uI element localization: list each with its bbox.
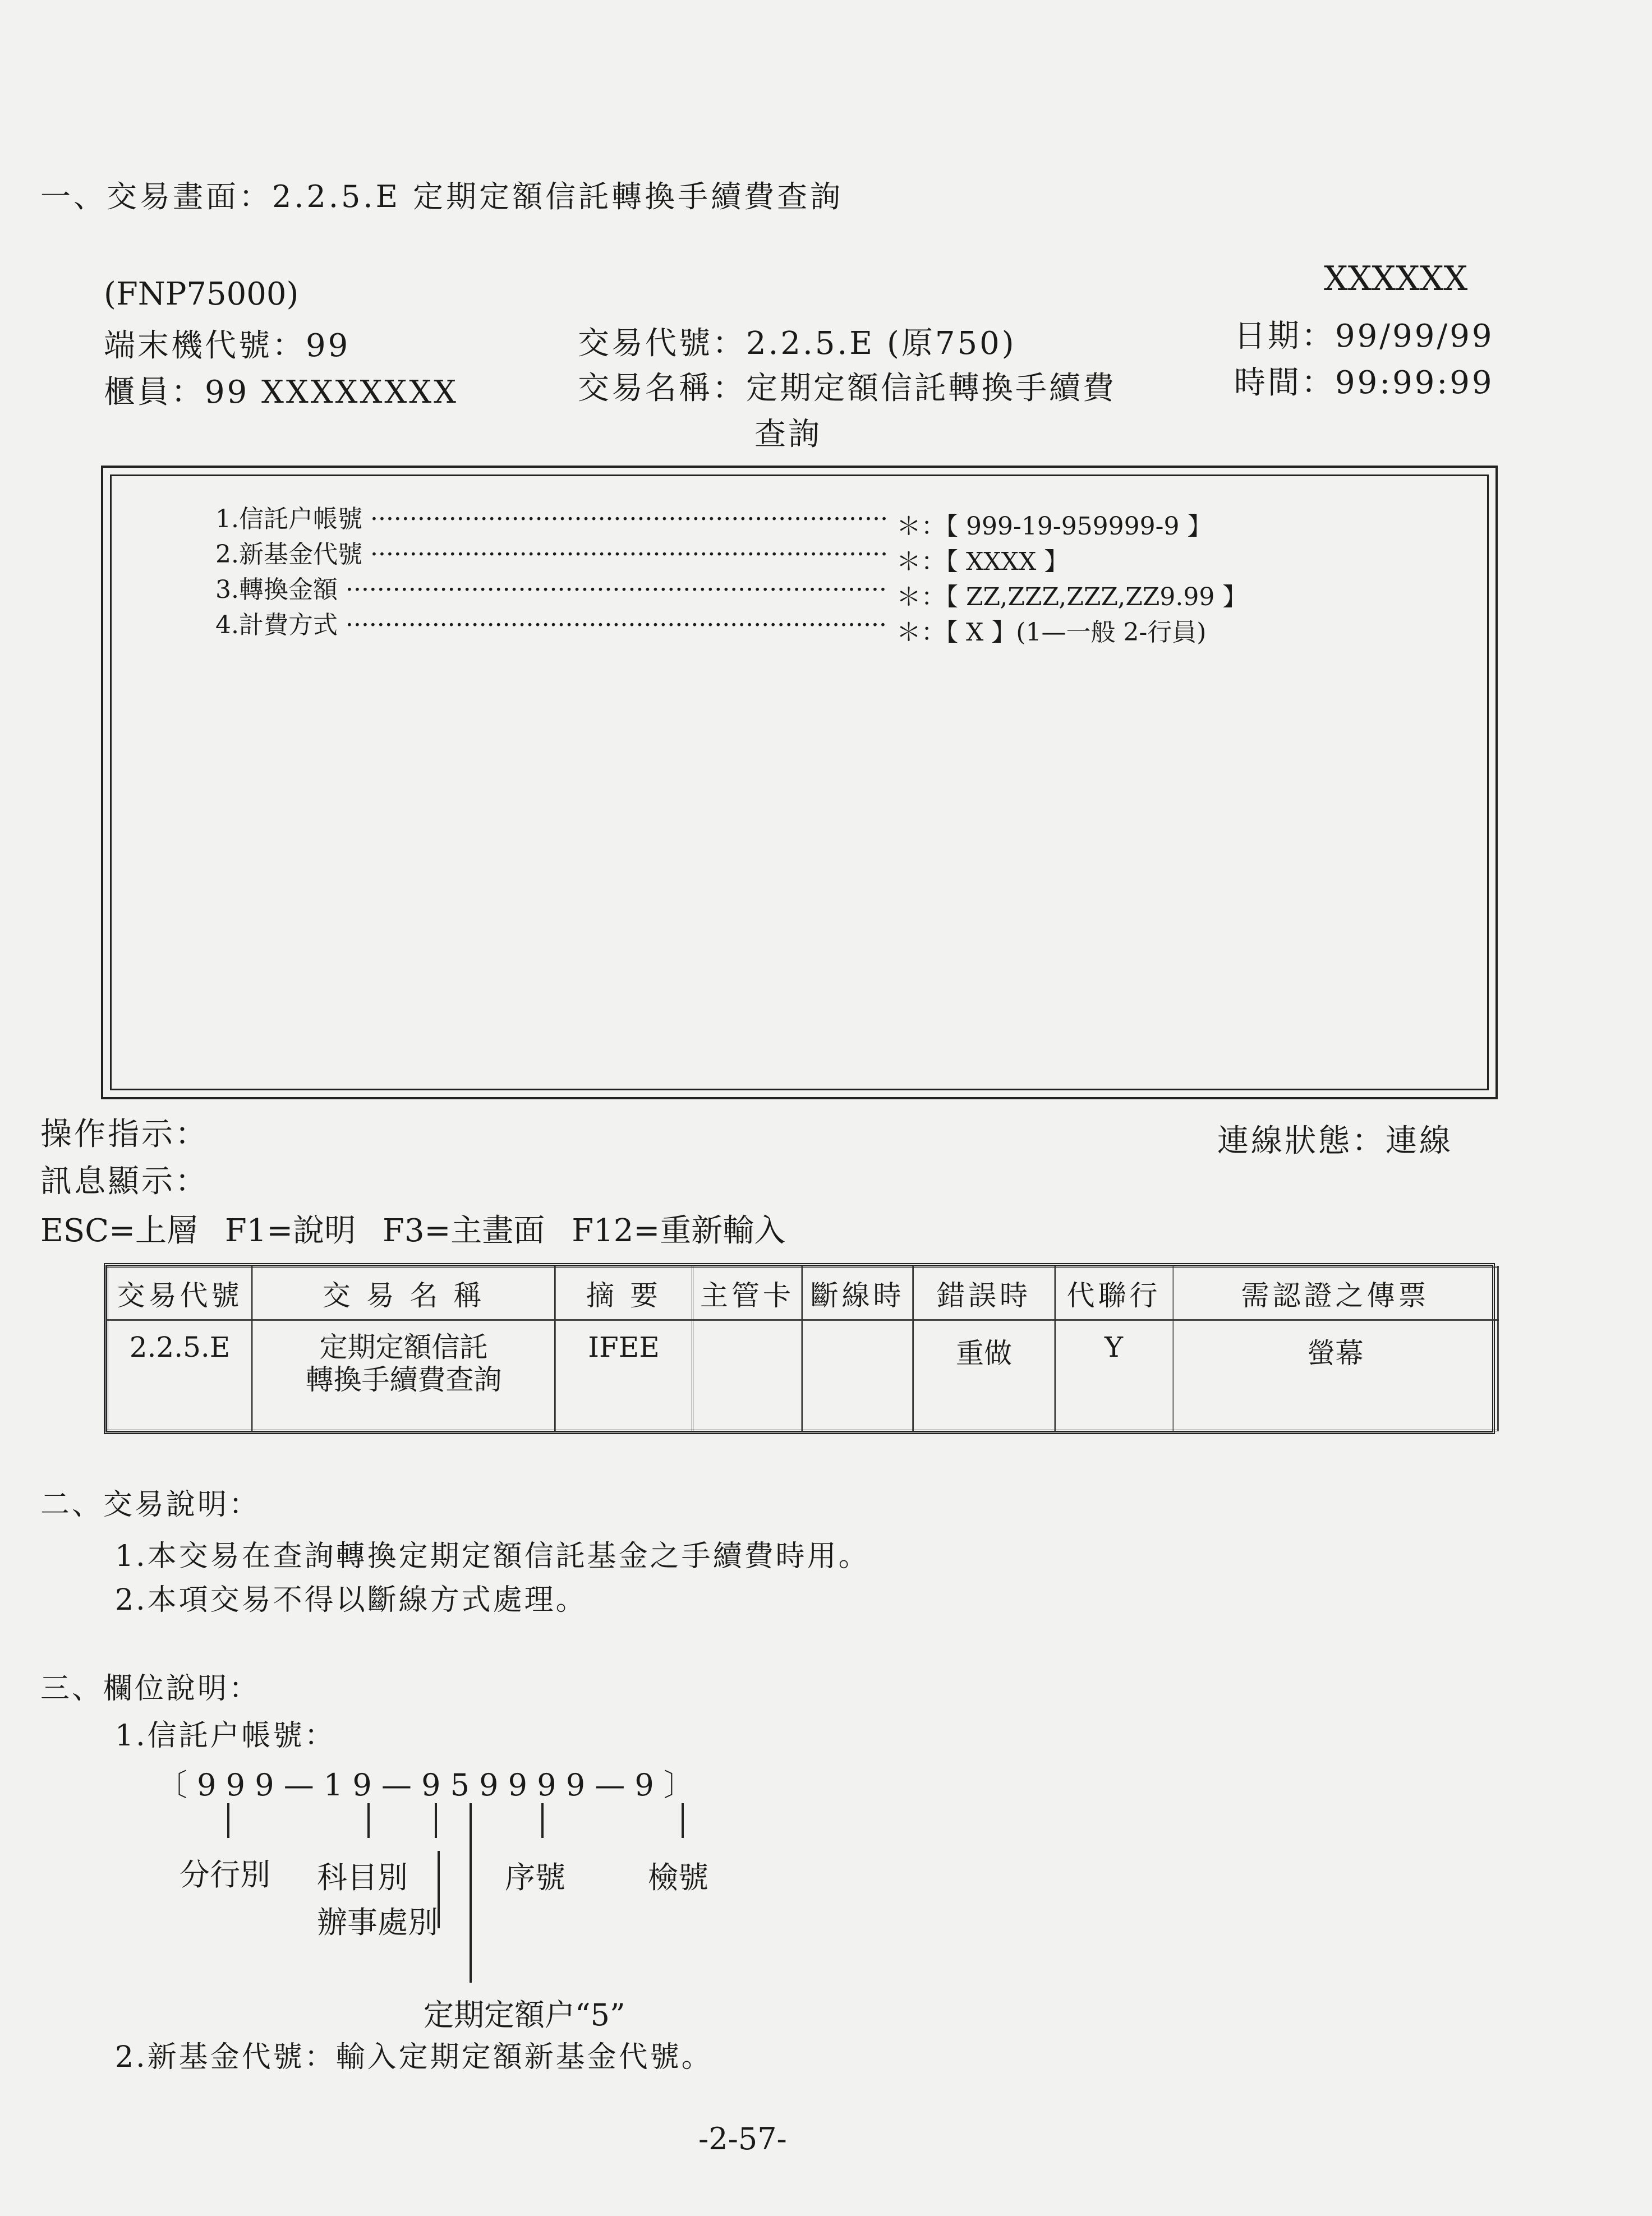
field-fee-method-label: 4.計費方式 ····· bbox=[215, 605, 889, 641]
connector-fixed bbox=[470, 1803, 472, 1983]
connector-serial bbox=[541, 1803, 544, 1838]
cell-offline bbox=[802, 1320, 913, 1431]
part-fixed: 定期定額户“5” bbox=[424, 1997, 625, 2033]
field-account-label: 1.信託户帳號 ····· bbox=[215, 499, 889, 535]
col-header-summary: 摘 要 bbox=[555, 1267, 693, 1320]
table-row bbox=[108, 1320, 1498, 1431]
cell-supervisor-card bbox=[693, 1320, 802, 1431]
screen-id: (FNP75000) bbox=[104, 276, 299, 312]
transaction-table bbox=[104, 1263, 1495, 1434]
cell-tx-name: 定期定額信託 轉換手續費查詢 bbox=[252, 1320, 555, 1431]
section3-item-1: 1.信託户帳號： bbox=[115, 1719, 336, 1753]
screen-frame bbox=[101, 466, 1498, 1099]
cell-agent-bank: Y bbox=[1055, 1320, 1173, 1431]
field-account-input[interactable]: ＊：【 999-19-959999-9 】 bbox=[896, 512, 1212, 541]
part-serial: 序號 bbox=[505, 1860, 565, 1895]
cell-voucher: 螢幕 bbox=[1173, 1320, 1498, 1431]
col-header-tx-name: 交 易 名 稱 bbox=[252, 1267, 555, 1320]
field-fund-code-input[interactable]: ＊：【 XXXX 】 bbox=[896, 547, 1069, 576]
section2-item-1: 1.本交易在查詢轉換定期定額信託基金之手續費時用。 bbox=[115, 1540, 870, 1573]
function-keys: ESC=上層 F1=說明 F3=主畫面 F12=重新輸入 bbox=[40, 1213, 786, 1249]
operation-hint: 操作指示： bbox=[40, 1116, 209, 1153]
connector-office bbox=[435, 1803, 437, 1838]
cell-tx-code: 2.2.5.E bbox=[108, 1320, 252, 1431]
field-amount-input[interactable]: ＊：【 ZZ,ZZZ,ZZZ,ZZ9.99 】 bbox=[896, 583, 1248, 611]
col-header-on-error: 錯誤時 bbox=[913, 1267, 1055, 1320]
table-header-row bbox=[108, 1267, 1498, 1320]
connector-branch bbox=[227, 1803, 229, 1838]
date-field: 日期：99/99/99 bbox=[1234, 318, 1494, 354]
col-header-agent-bank: 代聯行 bbox=[1055, 1267, 1173, 1320]
cell-on-error: 重做 bbox=[913, 1320, 1055, 1431]
col-header-tx-code: 交易代號 bbox=[108, 1267, 252, 1320]
part-branch: 分行別 bbox=[180, 1857, 270, 1892]
part-subject: 科目別 bbox=[317, 1860, 408, 1895]
section2-title: 二、交易說明： bbox=[40, 1488, 261, 1522]
col-header-offline: 斷線時 bbox=[802, 1267, 913, 1320]
cell-summary: IFEE bbox=[555, 1320, 693, 1431]
field-fund-code-label: 2.新基金代號 ····· bbox=[215, 534, 889, 570]
section3-item-2: 2.新基金代號：輸入定期定額新基金代號。 bbox=[115, 2040, 713, 2074]
time-field: 時間：99:99:99 bbox=[1234, 365, 1494, 401]
tx-name-line2: 查詢 bbox=[754, 416, 822, 453]
section3-title: 三、欄位說明： bbox=[40, 1672, 261, 1706]
account-format: 〔 9 9 9 — 1 9 — 9 5 9 9 9 9 — 9 〕 bbox=[157, 1767, 694, 1803]
col-header-supervisor-card: 主管卡 bbox=[693, 1267, 802, 1320]
section1-title: 一、交易畫面：2.2.5.E 定期定額信託轉換手續費查詢 bbox=[40, 179, 844, 214]
terminal-id: 端末機代號：99 bbox=[104, 328, 351, 364]
field-fee-method bbox=[215, 605, 1206, 648]
tx-name-line1: 交易名稱：定期定額信託轉換手續費 bbox=[578, 370, 1116, 407]
connector-check bbox=[682, 1803, 684, 1838]
connector-subject bbox=[367, 1803, 370, 1838]
connection-status: 連線狀態：連線 bbox=[1217, 1123, 1453, 1159]
field-amount-label: 3.轉換金額 ····· bbox=[215, 569, 889, 605]
part-check: 檢號 bbox=[648, 1860, 708, 1895]
teller-id: 櫃員：99 XXXXXXXX bbox=[104, 374, 458, 411]
section2-item-2: 2.本項交易不得以斷線方式處理。 bbox=[115, 1583, 587, 1617]
top-right-code: XXXXXX bbox=[1324, 259, 1468, 298]
field-fee-method-input[interactable]: ＊：【 X 】(1—一般 2-行員) bbox=[896, 618, 1207, 647]
part-office: 辦事處別 bbox=[317, 1905, 438, 1940]
col-header-voucher: 需認證之傳票 bbox=[1173, 1267, 1498, 1320]
message-display: 訊息顯示： bbox=[40, 1163, 209, 1200]
page-number: -2-57- bbox=[698, 2121, 787, 2157]
tx-code: 交易代號：2.2.5.E (原750) bbox=[578, 325, 1016, 362]
